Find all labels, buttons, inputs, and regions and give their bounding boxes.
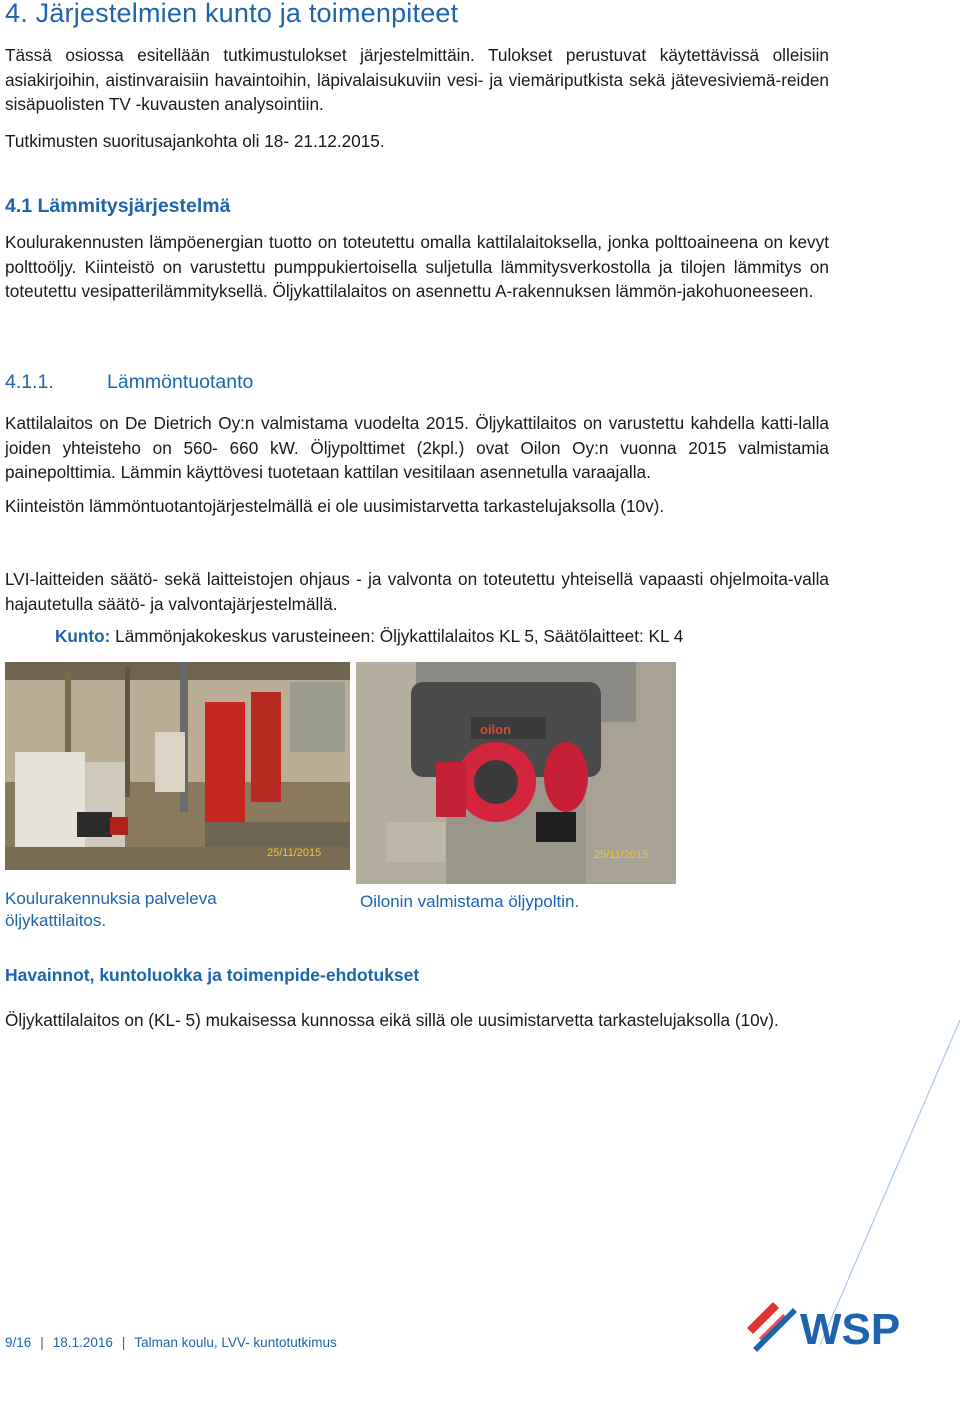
date-line: Tutkimusten suoritusajankohta oli 18- 21.12.2015. [5,131,385,151]
section-title: Lämmöntuotanto [107,371,254,393]
photo-date-stamp: 25/11/2015 [267,847,322,859]
photo-caption-boiler: Koulurakennuksia palveleva öljykattilaitos. [5,889,217,930]
footer-document-title: Talman koulu, LVV- kuntotutkimus [134,1335,337,1350]
wsp-logo [745,1300,915,1355]
section-heading-4-1-1 [5,371,253,394]
photo-date-stamp: 25/11/2015 [594,849,649,861]
page-footer [5,1335,337,1350]
observations-text: Öljykattilalaitos on (KL- 5) mukaisessa kunnossa eikä sillä ole uusimistarvetta tarkastelujaksolla (10v). [5,1010,779,1030]
footer-separator: | [40,1335,44,1350]
condition-label: Kunto: [55,626,111,646]
footer-separator: | [121,1335,126,1350]
condition-line [55,626,683,647]
section-4-1-1-paragraph: Kattilalaitos on De Dietrich Oy:n valmistama vuodelta 2015. Öljykattilaitos on varustettu kahdella katti-lalla joiden yhteisteho on 560- 660 kW. Öljypolttimet (2kpl.) ovat Oilon Oy:n vuonna 2015 valmistamia painepolttimia. Lämmin käyttövesi tuotetaan kattilan vesitilaan asennetulla varaajalla. [5,413,829,482]
intro-paragraph: Tässä osiossa esitellään tutkimustulokset järjestelmittäin. Tulokset perustuvat käytettävissä olleisiin asiakirjoihin, aistinvaraisiin havaintoihin, läpivalaisukuviin vesi- ja viemäriputkista sekä jätevesiviemä-reiden sisäpuolisten TV -kuvausten analysointiin. [5,45,829,114]
section-number: 4.1.1. [5,371,54,393]
observations-heading: Havainnot, kuntoluokka ja toimenpide-ehdotukset [5,965,420,985]
replacement-need-line: Kiinteistön lämmöntuotantojärjestelmällä ei ole uusimistarvetta tarkastelujaksolla (10v). [5,496,665,516]
oil-burner-photo [356,662,676,884]
page-title: 4. Järjestelmien kunto ja toimenpiteet [5,0,459,28]
footer-date: 18.1.2016 [52,1335,113,1350]
wsp-logo-text: WSP [800,1305,901,1354]
decorative-diagonal-line [820,1020,960,1345]
photo-caption-burner: Oilonin valmistama öljypoltin. [360,892,580,911]
control-system-paragraph: LVI-laitteiden säätö- sekä laitteistojen ohjaus - ja valvonta on toteutettu yhteisellä vapaasti ohjelmoita-valla hajautetulla säätö- ja valvontajärjestelmällä. [5,569,829,614]
condition-text: Lämmönjakokeskus varusteineen: Öljykattilalaitos KL 5, Säätölaitteet: KL 4 [110,626,684,646]
section-4-1-paragraph: Koulurakennusten lämpöenergian tuotto on toteutettu omalla kattilalaitoksella, jonka polttoaineena on kevyt polttoöljy. Kiinteistö on varustettu pumppukiertoisella suljetulla lämmitysverkostolla ja tilojen lämmitys on toteutettu vesipatterilämmityksellä. Öljykattilalaitos on asennettu A-rakennuksen lämmön-jakohuoneeseen. [5,232,829,301]
boiler-room-image [5,662,350,870]
footer-page-number: 9/16 [5,1335,32,1350]
section-heading-4-1: 4.1 Lämmitysjärjestelmä [5,195,231,217]
burner-brand-label: oilon [480,722,512,737]
boiler-room-photo [5,662,350,870]
oil-burner-image [356,662,676,884]
